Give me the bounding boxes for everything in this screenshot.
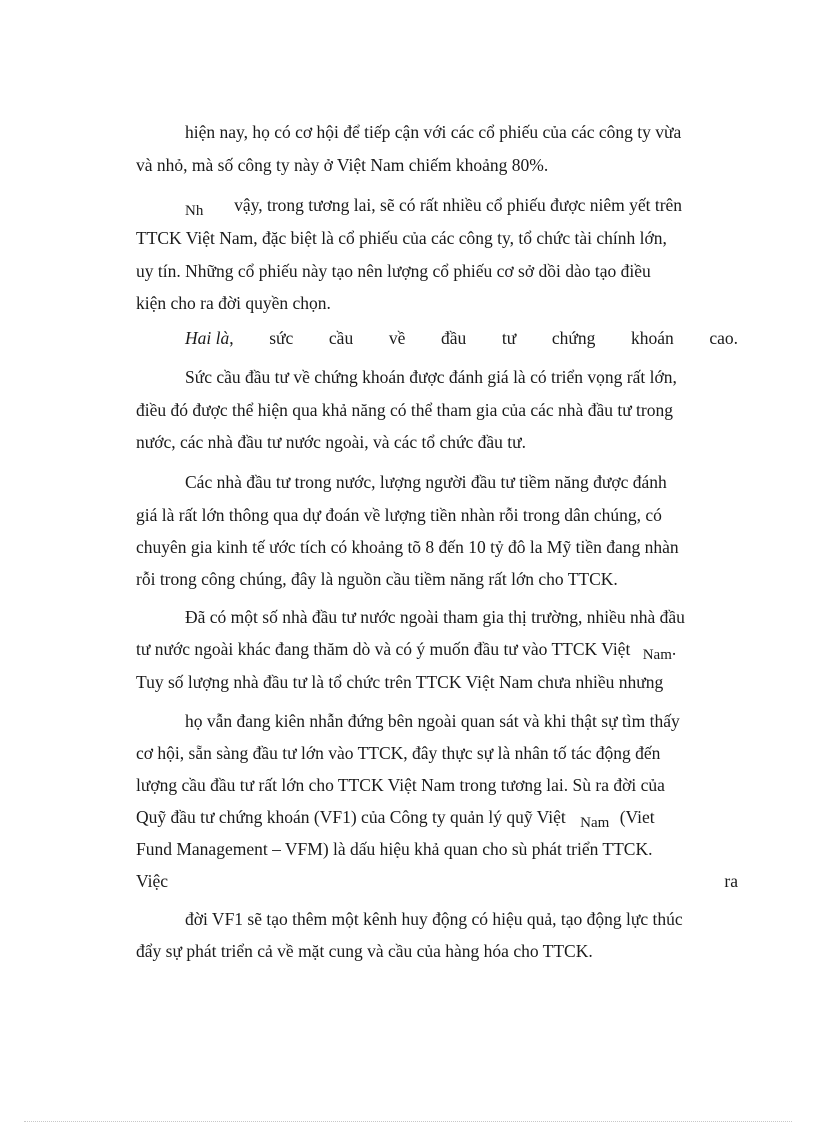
text-line [185, 194, 738, 218]
text-word: Việc [136, 871, 168, 891]
italic-text: Hai là [185, 328, 230, 348]
text-line-justified [185, 327, 738, 349]
text-line: Sức cầu đầu tư về chứng khoán được đánh giá là có triển vọng rất lớn, [185, 367, 677, 387]
text-word: đầu [440, 328, 467, 348]
text-word [185, 327, 234, 349]
text-line: họ vẫn đang kiên nhẫn đứng bên ngoài quan sát và khi thật sự tìm thấy [185, 711, 680, 731]
text-line: giá là rất lớn thông qua dự đoán về lượng tiền nhàn rỗi trong dân chúng, có [136, 505, 662, 525]
text-fragment: . [671, 639, 677, 659]
text-word: cầu [328, 328, 354, 348]
text-line: uy tín. Những cổ phiếu này tạo nên lượng cổ phiếu cơ sở dồi dào tạo điều [136, 261, 651, 281]
text-line: đẩy sự phát triển cả về mặt cung và cầu của hàng hóa cho TTCK. [136, 941, 593, 961]
text-line: kiện cho ra đời quyền chọn. [136, 293, 331, 313]
text-word: ra [724, 871, 738, 891]
text-span: hiện nay, họ có cơ hội để tiếp cận với các cổ phiếu của các công ty vừa [185, 122, 682, 142]
text-line: nước, các nhà đầu tư nước ngoài, và các tổ chức đầu tư. [136, 432, 527, 452]
text-fragment: (Viet [619, 807, 655, 827]
text-line [136, 638, 738, 662]
text-word: về [388, 328, 406, 348]
text-line: cơ hội, sẵn sàng đầu tư lớn vào TTCK, đây thực sự là nhân tố tác động đến [136, 743, 661, 763]
text-fragment: Nam [580, 815, 610, 831]
text-word: sức [269, 328, 294, 348]
text-line: rỗi trong công chúng, đây là nguồn cầu tiềm năng rất lớn cho TTCK. [136, 569, 618, 589]
text-line: đời VF1 sẽ tạo thêm một kênh huy động có hiệu quả, tạo động lực thúc [185, 909, 683, 929]
text-line: TTCK Việt Nam, đặc biệt là cổ phiếu của các công ty, tổ chức tài chính lớn, [136, 228, 667, 248]
text-line [185, 121, 738, 143]
text-fragment: vậy, trong tương lai, sẽ có rất nhiều cổ phiếu được niêm yết trên [234, 195, 683, 215]
text-fragment: Nam [642, 647, 672, 663]
text-fragment: Nh [185, 203, 204, 219]
text-word: khoán [630, 328, 674, 348]
text-line: Các nhà đầu tư trong nước, lượng người đầu tư tiềm năng được đánh [185, 472, 667, 492]
text-fragment: tư nước ngoài khác đang thăm dò và có ý muốn đầu tư vào TTCK Việt [136, 639, 631, 659]
text-fragment: Quỹ đầu tư chứng khoán (VF1) của Công ty quản lý quỹ Việt [136, 807, 566, 827]
page-bottom-rule [24, 1121, 792, 1122]
text-line: điều đó được thể hiện qua khả năng có thể tham gia của các nhà đầu tư trong [136, 400, 673, 420]
text-word: tư [501, 328, 517, 348]
text-line [136, 806, 738, 830]
text-line: và nhỏ, mà số công ty này ở Việt Nam chiếm khoảng 80%. [136, 155, 549, 175]
text-word: chứng [551, 328, 596, 348]
text-line: lượng cầu đầu tư rất lớn cho TTCK Việt Nam trong tương lai. Sù ra đời của [136, 775, 665, 795]
text-line-justified [136, 870, 738, 892]
text-word: , [229, 328, 234, 348]
text-word: cao. [709, 328, 738, 348]
text-line: Tuy số lượng nhà đầu tư là tổ chức trên TTCK Việt Nam chưa nhiều nhưng [136, 672, 664, 692]
text-line: Fund Management – VFM) là dấu hiệu khả quan cho sù phát triển TTCK. [136, 839, 653, 859]
text-line: chuyên gia kinh tế ước tích có khoảng tõ 8 đến 10 tỷ đô la Mỹ tiền đang nhàn [136, 537, 679, 557]
text-line: Đã có một số nhà đầu tư nước ngoài tham gia thị trường, nhiều nhà đầu [185, 607, 685, 627]
